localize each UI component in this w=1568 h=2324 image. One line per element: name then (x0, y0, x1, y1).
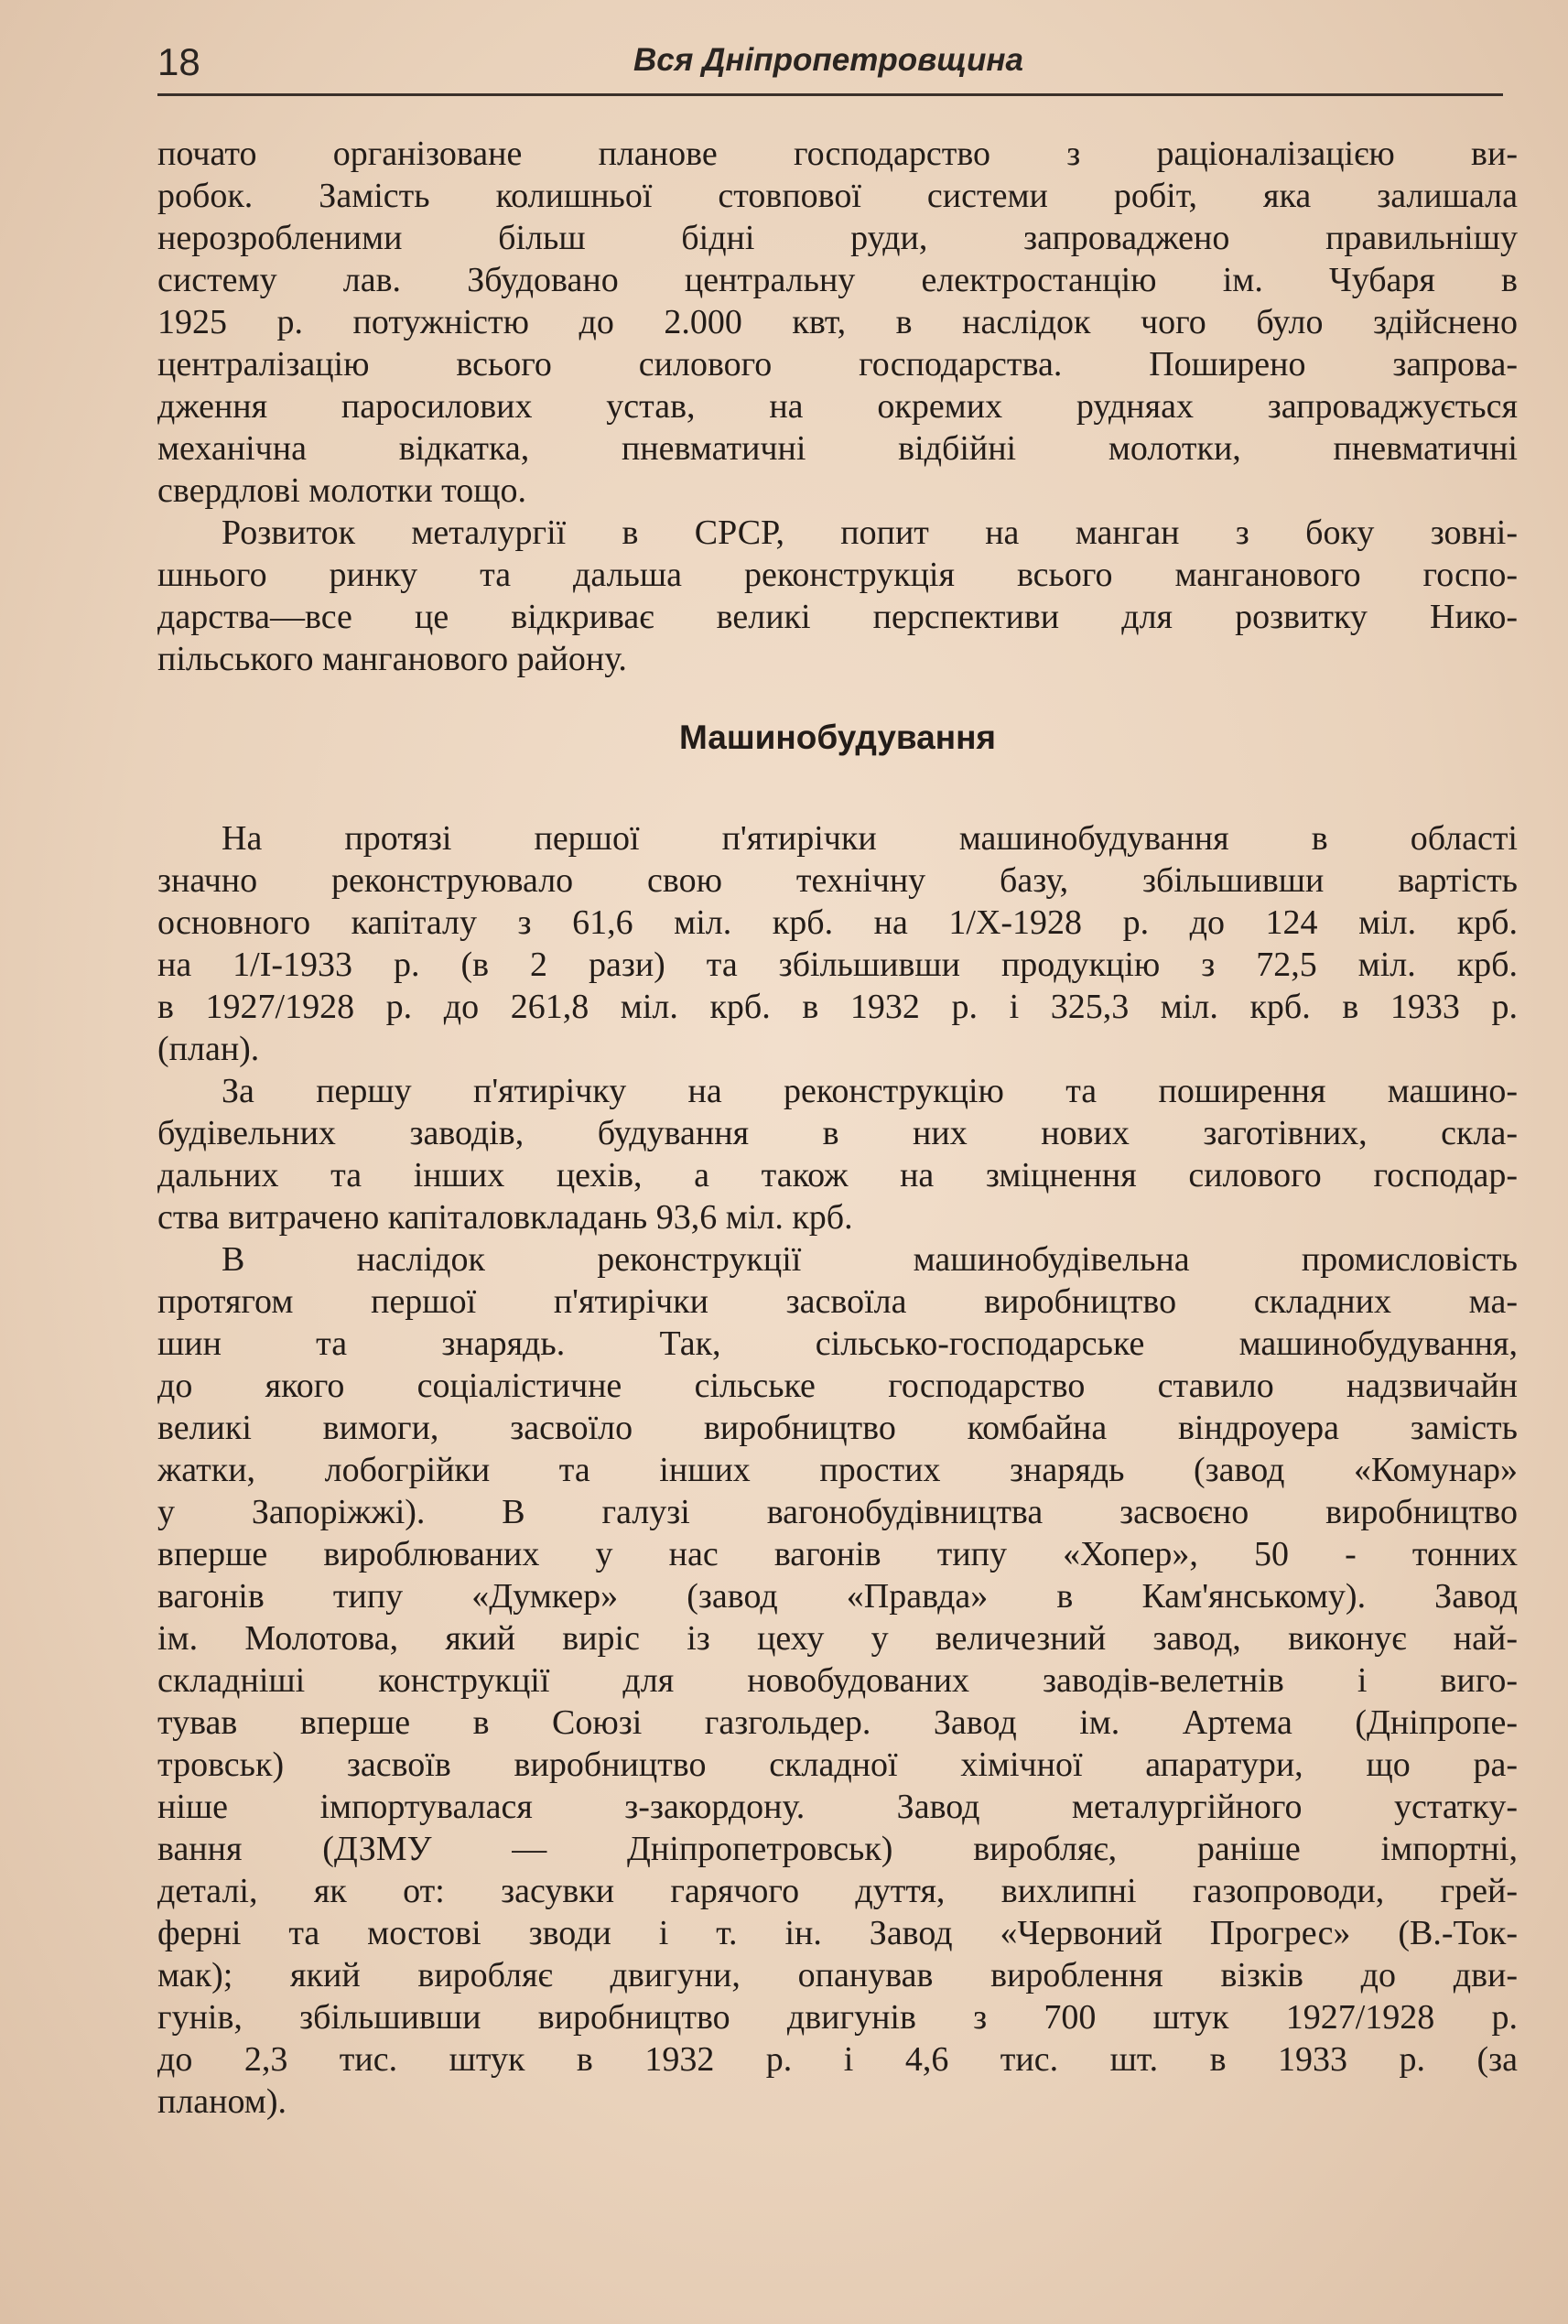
text-line: на 1/I-1933 р. (в 2 рази) та збільшивши продукцію з 72,5 міл. крб. (157, 946, 1518, 984)
paragraph (157, 817, 1518, 1070)
text-line: тровськ) засвоїв виробництво складної хімічної апаратури, що ра- (157, 1746, 1518, 1784)
text-line: ства витрачено капіталовкладань 93,6 міл. крб. (157, 1198, 853, 1237)
text-line: основного капіталу з 61,6 міл. крб. на 1/Х-1928 р. до 124 міл. крб. (157, 903, 1518, 942)
text-line: На протязі першої п'ятирічки машинобудування в області (222, 819, 1518, 858)
header-rule (157, 93, 1503, 96)
text-line: шин та знарядь. Так, сільсько-господарське машинобудування, (157, 1324, 1518, 1363)
paragraph (157, 133, 1518, 512)
text-line: складніші конструкції для новобудованих заводів-велетнів і виго- (157, 1661, 1518, 1700)
text-line: до якого соціалістичне сільське господарство ставило надзвичайн (157, 1367, 1518, 1405)
text-line: ніше імпортувалася з-закордону. Завод металургійного устатку- (157, 1788, 1518, 1826)
text-line: деталі, як от: засувки гарячого дуття, вихлипні газопроводи, грей- (157, 1872, 1518, 1910)
text-line: дження паросилових устав, на окремих рудняах запроваджується (157, 387, 1518, 426)
text-line: централізацію всього силового господарства. Поширено запрова- (157, 345, 1518, 384)
text-line: тував вперше в Союзі газгольдер. Завод ім. Артема (Дніпропе- (157, 1703, 1518, 1742)
text-line: у Запоріжжі). В галузі вагонобудівництва засвоєно виробництво (157, 1493, 1518, 1531)
section-heading: Машинобудування (678, 719, 997, 756)
body-text (157, 133, 1518, 2123)
text-line: вання (ДЗМУ — Дніпропетровськ) виробляє, раніше імпортні, (157, 1830, 1518, 1868)
text-line: свердлові молотки тощо. (157, 471, 527, 510)
text-line: вагонів типу «Думкер» (завод «Правда» в Кам'янському). Завод (157, 1577, 1518, 1616)
page-number: 18 (157, 40, 200, 83)
text-line: дарства—все це відкриває великі перспективи для розвитку Нико- (157, 598, 1518, 636)
text-line: шнього ринку та дальша реконструкція всього манганового госпо- (157, 556, 1518, 594)
paragraph (157, 512, 1518, 680)
text-line: в 1927/1928 р. до 261,8 міл. крб. в 1932 р. і 325,3 міл. крб. в 1933 р. (157, 988, 1518, 1026)
text-line: (план). (157, 1030, 260, 1068)
text-line: дальних та інших цехів, а також на зміцнення силового господар- (157, 1156, 1518, 1194)
text-line: 1925 р. потужністю до 2.000 квт, в наслідок чого було здійснено (157, 303, 1518, 341)
paragraph (157, 1070, 1518, 1238)
text-line: до 2,3 тис. штук в 1932 р. і 4,6 тис. шт. в 1933 р. (за (157, 2040, 1518, 2079)
text-line: мак); який виробляє двигуни, опанував вироблення візків до дви- (157, 1956, 1518, 1994)
text-line: систему лав. Збудовано центральну електростанцію ім. Чубаря в (157, 261, 1518, 299)
text-line: значно реконструювало свою технічну базу, збільшивши вартість (157, 861, 1518, 900)
text-line: За першу п'ятирічку на реконструкцію та поширення машино- (222, 1072, 1518, 1110)
text-line: великі вимоги, засвоїло виробництво комбайна віндроуера замість (157, 1409, 1518, 1447)
page-header (157, 33, 1503, 90)
text-line: Розвиток металургії в СРСР, попит на манган з боку зовні- (222, 513, 1518, 552)
text-line: планом). (157, 2082, 287, 2121)
text-line: гунів, збільшивши виробництво двигунів з 700 штук 1927/1928 р. (157, 1998, 1518, 2037)
paragraph (157, 1238, 1518, 2123)
text-line: будівельних заводів, будування в них нових заготівних, скла- (157, 1114, 1518, 1152)
text-line: вперше вироблюваних у нас вагонів типу «Хопер», 50 - тонних (157, 1535, 1518, 1573)
text-line: ім. Молотова, який виріс із цеху у величезний завод, виконує най- (157, 1619, 1518, 1658)
text-line: нерозробленими більш бідні руди, запроваджено правильнішу (157, 219, 1518, 257)
text-line: протягом першої п'ятирічки засвоїла виробництво складних ма- (157, 1282, 1518, 1321)
running-title: Вся Дніпропетровщина (633, 42, 1023, 78)
text-line: ферні та мостові зводи і т. ін. Завод «Червоний Прогрес» (В.-Ток- (157, 1914, 1518, 1952)
text-line: механічна відкатка, пневматичні відбійні молотки, пневматичні (157, 429, 1518, 468)
text-line: почато організоване планове господарство з раціоналізацією ви- (157, 135, 1518, 173)
text-line: робок. Замість колишньої стовпової системи робіт, яка залишала (157, 177, 1518, 215)
text-line: жатки, лобогрійки та інших простих знарядь (завод «Комунар» (157, 1451, 1518, 1489)
text-line: В наслідок реконструкції машинобудівельна промисловість (222, 1240, 1518, 1279)
text-line: пільського манганового району. (157, 640, 627, 678)
